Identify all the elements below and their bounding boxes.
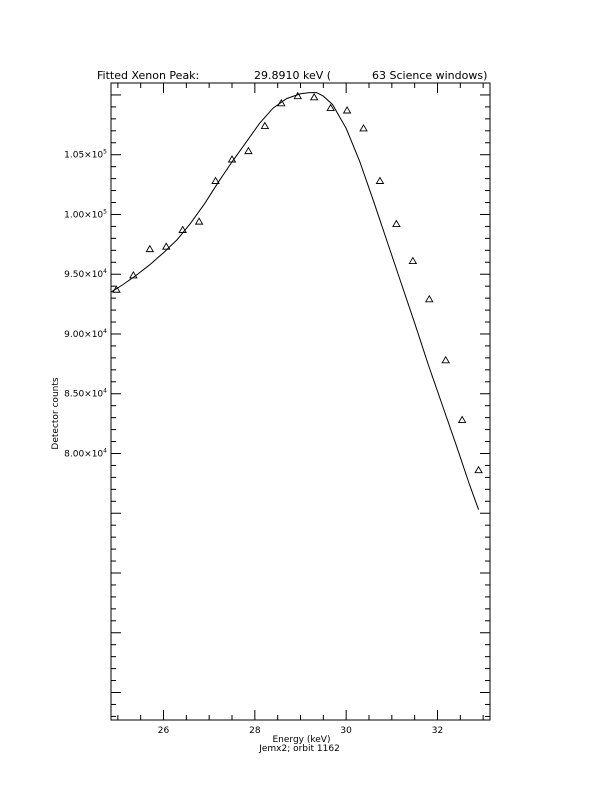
data-point-triangle — [442, 357, 449, 363]
y-tick-label: $9.50\times 10^4$ — [64, 268, 107, 281]
data-point-triangle — [459, 417, 466, 423]
title-part-2: 29.8910 keV ( — [254, 69, 332, 82]
y-tick-label: $1.05\times 10^5$ — [64, 148, 107, 161]
x-tick-label: 30 — [340, 726, 352, 736]
data-point-triangle — [376, 178, 383, 184]
y-tick-label: $9.00\times 10^4$ — [64, 327, 107, 340]
x-tick-label: 26 — [157, 726, 170, 736]
x-tick-label: 28 — [249, 726, 261, 736]
title-part-3: 63 Science windows) — [372, 69, 488, 82]
y-tick-label: $1.00\times 10^5$ — [64, 208, 107, 221]
data-point-triangle — [475, 467, 482, 473]
title-part-1: Fitted Xenon Peak: — [97, 69, 200, 82]
chart-subtitle: Jemx2; orbit 1162 — [259, 744, 340, 754]
data-point-triangle — [146, 246, 153, 252]
axis-tick-labels — [64, 149, 443, 736]
axis-ticks — [111, 83, 490, 720]
data-point-triangle — [360, 125, 367, 131]
plot-frame — [111, 83, 490, 720]
y-tick-label: $8.00\times 10^4$ — [64, 447, 107, 460]
fit-curve — [111, 93, 479, 510]
y-tick-label: $8.50\times 10^4$ — [64, 387, 107, 400]
data-point-triangle — [426, 296, 433, 302]
data-point-triangle — [196, 218, 203, 224]
data-point-triangle — [409, 258, 416, 264]
data-point-triangle — [393, 221, 400, 227]
data-point-triangle — [261, 123, 268, 129]
data-series — [111, 93, 482, 510]
data-point-triangle — [245, 148, 252, 154]
x-axis-label: Energy (keV) — [272, 735, 331, 745]
data-point-triangle — [311, 94, 318, 100]
chart-title — [97, 69, 487, 82]
x-tick-label: 32 — [431, 726, 444, 736]
data-point-triangle — [344, 107, 351, 113]
y-axis-label: Detector counts — [51, 377, 61, 450]
